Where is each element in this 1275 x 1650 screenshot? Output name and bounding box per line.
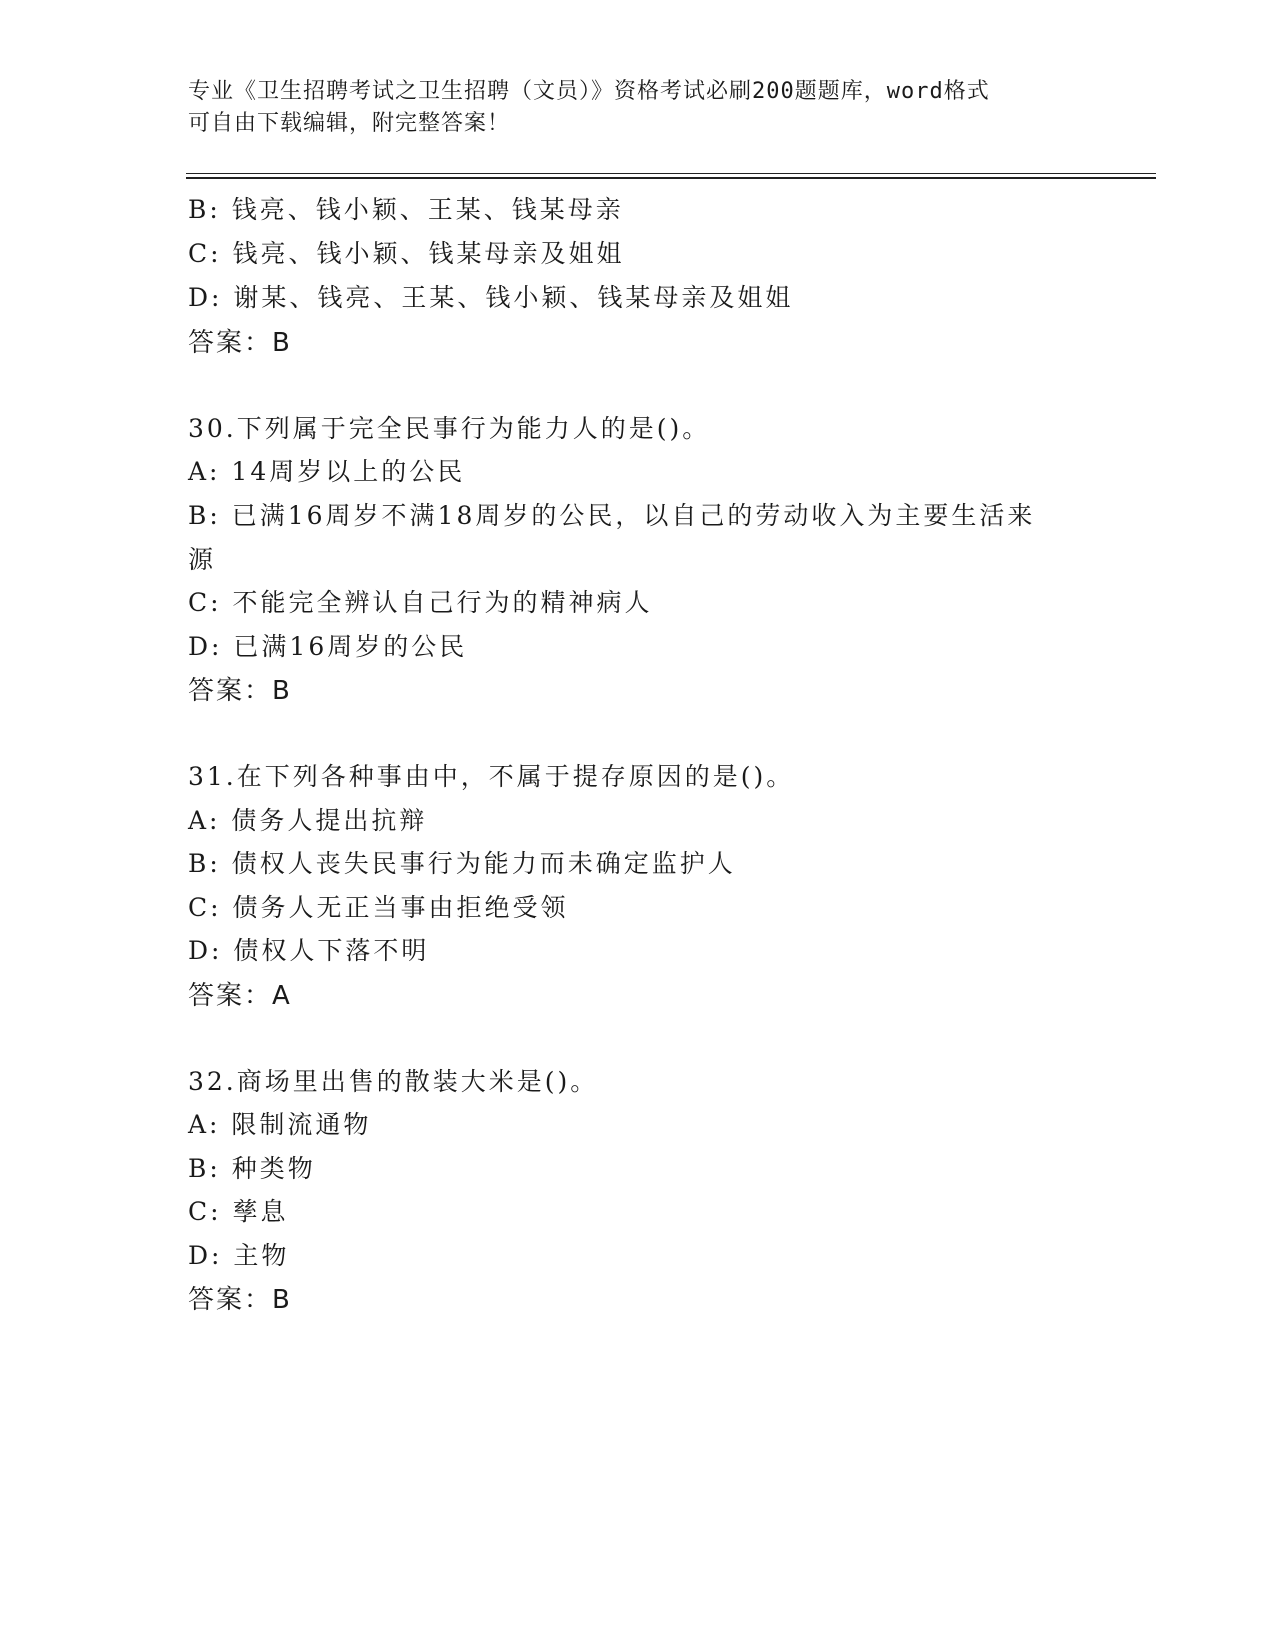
q30-option-c: C: 不能完全辨认自己行为的精神病人 bbox=[188, 588, 653, 617]
q32-option-a: A: 限制流通物 bbox=[188, 1110, 372, 1139]
q32-answer: 答案：B bbox=[188, 1285, 292, 1315]
q30-option-d: D: 已满16周岁的公民 bbox=[188, 632, 468, 661]
q32-option-b: B: 种类物 bbox=[188, 1154, 316, 1183]
header-line-1: 专业《卫生招聘考试之卫生招聘（文员）》资格考试必刷200题题库，word格式 bbox=[188, 79, 990, 104]
q31-option-a: A: 债务人提出抗辩 bbox=[188, 806, 428, 835]
q30-option-b-line-1: B: 已满16周岁不满18周岁的公民，以自己的劳动收入为主要生活来 bbox=[188, 501, 1036, 530]
q32-option-c: C: 孳息 bbox=[188, 1197, 289, 1226]
q32-question: 32.商场里出售的散装大米是()。 bbox=[188, 1067, 599, 1096]
q29-option-c: C: 钱亮、钱小颖、钱某母亲及姐姐 bbox=[188, 239, 625, 268]
document-header bbox=[188, 76, 1088, 140]
header-rule-top bbox=[186, 173, 1156, 174]
q29-option-d: D: 谢某、钱亮、王某、钱小颖、钱某母亲及姐姐 bbox=[188, 283, 794, 312]
header-line-2: 可自由下载编辑，附完整答案！ bbox=[188, 111, 511, 136]
q30-option-b-line-2: 源 bbox=[188, 545, 217, 574]
q31-option-c: C: 债务人无正当事由拒绝受领 bbox=[188, 893, 569, 922]
q29-answer: 答案：B bbox=[188, 328, 292, 358]
q30-question: 30.下列属于完全民事行为能力人的是()。 bbox=[188, 414, 711, 443]
q31-question: 31.在下列各种事由中，不属于提存原因的是()。 bbox=[188, 762, 795, 791]
header-rule-bottom bbox=[186, 177, 1156, 179]
q31-option-d: D: 债权人下落不明 bbox=[188, 936, 430, 965]
q29-option-b: B: 钱亮、钱小颖、王某、钱某母亲 bbox=[188, 195, 624, 224]
q31-option-b: B: 债权人丧失民事行为能力而未确定监护人 bbox=[188, 849, 736, 878]
q30-option-a: A: 14周岁以上的公民 bbox=[188, 457, 466, 486]
q32-option-d: D: 主物 bbox=[188, 1241, 290, 1270]
q31-answer: 答案：A bbox=[188, 981, 292, 1011]
q30-answer: 答案：B bbox=[188, 676, 292, 706]
